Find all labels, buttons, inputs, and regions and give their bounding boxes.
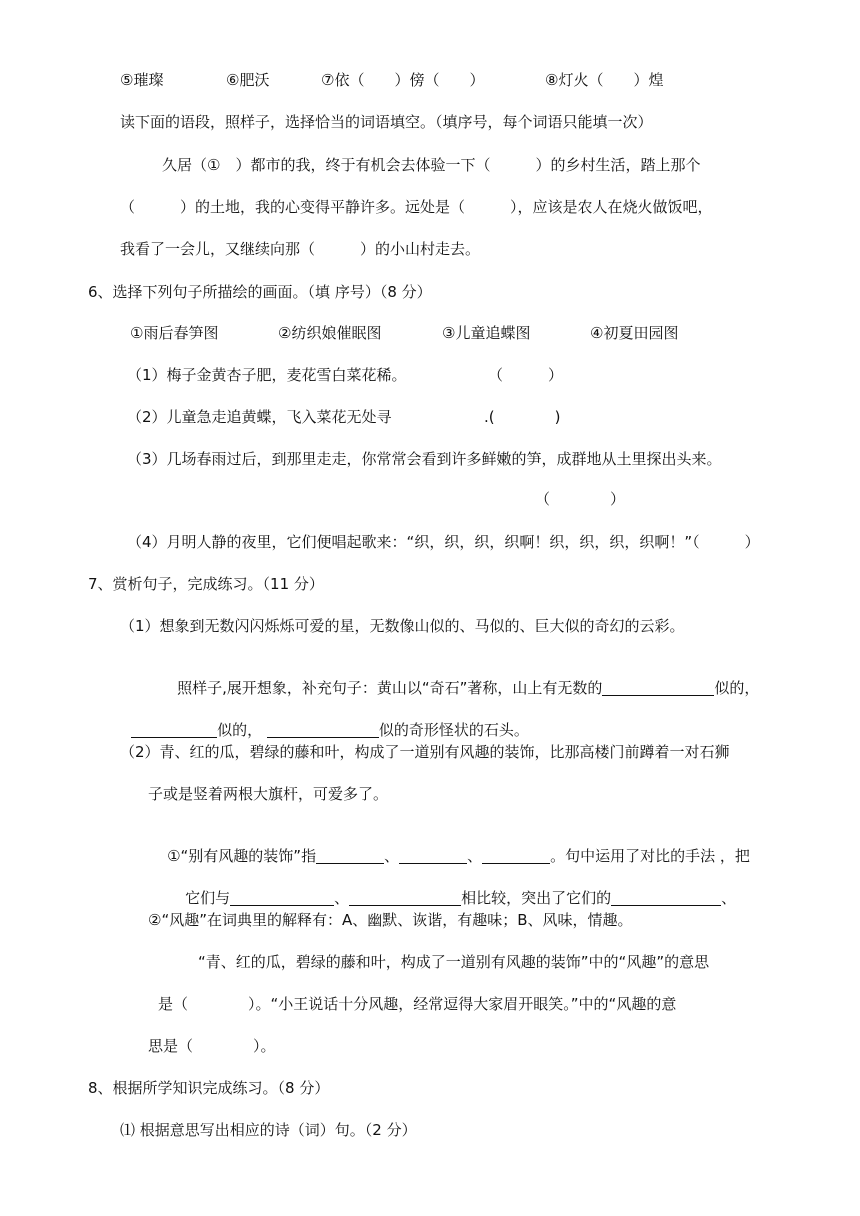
separator: 、 [467, 847, 483, 865]
question-6-heading: 6、选择下列句子所描绘的画面。（填 序号）（8 分） [88, 283, 432, 301]
fill-blank[interactable] [316, 847, 384, 864]
question-7-item-2-cont: 子或是竖着两根大旗杆，可爱多了。 [148, 785, 389, 803]
word-option-5: ⑤璀璨 [120, 71, 164, 89]
word-option-8: ⑧灯火（ ）煌 [545, 71, 664, 89]
question-8-heading: 8、根据所学知识完成练习。（8 分） [88, 1079, 330, 1097]
fill-blank[interactable] [349, 889, 461, 906]
question-6-item-3: （3）几场春雨过后，到那里走走，你常常会看到许多鲜嫩的笋，成群地从土里探出头来。 [127, 450, 722, 468]
picture-option-2: ②纺织娘催眠图 [278, 324, 382, 342]
word-option-6: ⑥肥沃 [226, 71, 270, 89]
definition-text: ②“风趣”在词典里的解释有：A、幽默、诙谐，有趣味；B、风味，情趣。 [148, 911, 633, 929]
word-option-7: ⑦依（ ）傍（ ） [321, 71, 485, 89]
question-6-item-4: （4）月明人静的夜里，它们便唱起歌来：“织，织，织，织啊！织，织，织，织啊！”（ ） [127, 533, 760, 551]
question-7-heading: 7、赏析句子，完成练习。（11 分） [88, 575, 324, 593]
fill-sentence-start: ①“别有风趣的装饰”指 [167, 847, 317, 865]
fill-sentence-end: 。句中运用了对比的手法 ，把 [550, 847, 750, 865]
question-7-item-1: （1）想象到无数闪闪烁烁可爱的星，无数像山似的、马似的、巨大似的奇幻的云彩。 [120, 617, 685, 635]
question-text: 是（ ）。“小王说话十分风趣，经常逗得大家眉开眼笑。”中的“风趣的意 [158, 995, 677, 1013]
question-text: 思是（ ）。 [148, 1037, 276, 1055]
question-6-item-1: （1）梅子金黄杏子肥，麦花雪白菜花稀。 [127, 366, 407, 384]
fill-blank[interactable] [131, 721, 217, 738]
fill-sentence-part: 似的， [217, 721, 263, 739]
fill-blank[interactable] [602, 679, 714, 696]
paragraph-line: （ ）的土地，我的心变得平静许多。远处是（ ），应该是农人在烧火做饭吧， [120, 198, 713, 216]
fill-blank[interactable] [399, 847, 467, 864]
question-6-item-2: （2）儿童急走追黄蝶，飞入菜花无处寻 [127, 408, 392, 426]
fill-sentence-part: 似的， [714, 679, 760, 697]
fill-sentence-part: 相比较，突出了它们的 [461, 889, 612, 907]
fill-blank[interactable] [482, 847, 550, 864]
separator: 、 [384, 847, 400, 865]
question-7-item-2: （2）青、红的瓜，碧绿的藤和叶，构成了一道别有风趣的装饰，比那高楼门前蹲着一对石狮 [120, 743, 730, 761]
answer-blank[interactable]: （ ） [488, 366, 564, 384]
question-text: “青、红的瓜，碧绿的藤和叶，构成了一道别有风趣的装饰”中的“风趣”的意思 [198, 953, 710, 971]
instruction-text: 读下面的语段，照样子，选择恰当的词语填空。（填序号，每个词语只能填一次） [120, 113, 653, 131]
question-8-item-1: ⑴ 根据意思写出相应的诗（词）句。（2 分） [120, 1121, 417, 1139]
separator: 、 [721, 889, 737, 907]
paragraph-line: 久居（① ）都市的我，终于有机会去体验一下（ ）的乡村生活，踏上那个 [162, 156, 701, 174]
answer-blank[interactable]: （ ） [535, 490, 626, 508]
picture-option-4: ④初夏田园图 [590, 324, 679, 342]
fill-blank[interactable] [230, 889, 334, 906]
fill-sentence-end: 似的奇形怪状的石头。 [378, 721, 529, 739]
answer-blank[interactable]: .( ) [484, 408, 561, 426]
picture-option-1: ①雨后春笋图 [130, 324, 219, 342]
fill-blank[interactable] [611, 889, 721, 906]
fill-sentence-start: 它们与 [185, 889, 231, 907]
separator: 、 [334, 889, 350, 907]
paragraph-line: 我看了一会儿，又继续向那（ ）的小山村走去。 [120, 240, 481, 258]
fill-blank[interactable] [267, 721, 379, 738]
picture-option-3: ③儿童追蝶图 [442, 324, 531, 342]
fill-sentence-start: 照样子,展开想象，补充句子：黄山以“奇石”著称，山上有无数的 [177, 679, 603, 697]
